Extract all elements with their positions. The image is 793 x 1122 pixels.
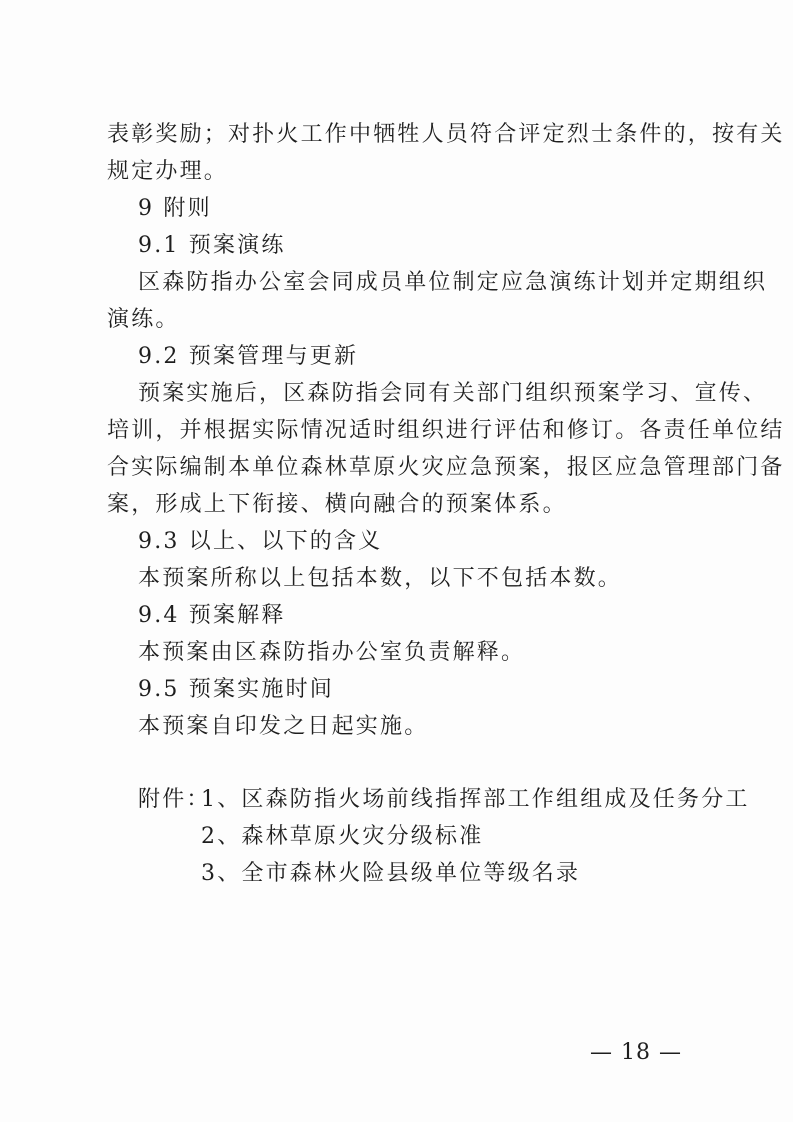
body-line: 本预案自印发之日起实施。 bbox=[138, 714, 429, 739]
section-heading: 9 附则 bbox=[138, 196, 212, 221]
body-line: 表彰奖励；对扑火工作中牺牲人员符合评定烈士条件的，按有关 bbox=[107, 122, 785, 147]
attachment-item: 2、森林草原火灾分级标准 bbox=[201, 824, 484, 849]
body-line: 演练。 bbox=[107, 307, 180, 332]
body-line: 预案实施后，区森防指会同有关部门组织预案学习、宣传、 bbox=[138, 381, 768, 406]
attachment-item: 3、全市森林火险县级单位等级名录 bbox=[201, 861, 581, 886]
body-line: 案，形成上下衔接、横向融合的预案体系。 bbox=[107, 492, 567, 517]
subsection-heading: 9.3 以上、以下的含义 bbox=[138, 529, 383, 554]
body-line: 培训，并根据实际情况适时组织进行评估和修订。各责任单位结 bbox=[107, 418, 785, 443]
attachments-label: 附件： bbox=[138, 787, 211, 812]
subsection-heading: 9.1 预案演练 bbox=[138, 233, 286, 258]
subsection-heading: 9.5 预案实施时间 bbox=[138, 677, 334, 702]
subsection-heading: 9.4 预案解释 bbox=[138, 603, 286, 628]
body-line: 本预案由区森防指办公室负责解释。 bbox=[138, 640, 526, 665]
body-line: 规定办理。 bbox=[107, 159, 229, 184]
page-number: — 18 — bbox=[590, 1040, 682, 1065]
body-line: 合实际编制本单位森林草原火灾应急预案，报区应急管理部门备 bbox=[107, 455, 785, 480]
body-line: 本预案所称以上包括本数，以下不包括本数。 bbox=[138, 566, 623, 591]
attachment-item: 1、区森防指火场前线指挥部工作组组成及任务分工 bbox=[201, 787, 750, 812]
subsection-heading: 9.2 预案管理与更新 bbox=[138, 344, 359, 369]
body-line: 区森防指办公室会同成员单位制定应急演练计划并定期组织 bbox=[138, 270, 768, 295]
